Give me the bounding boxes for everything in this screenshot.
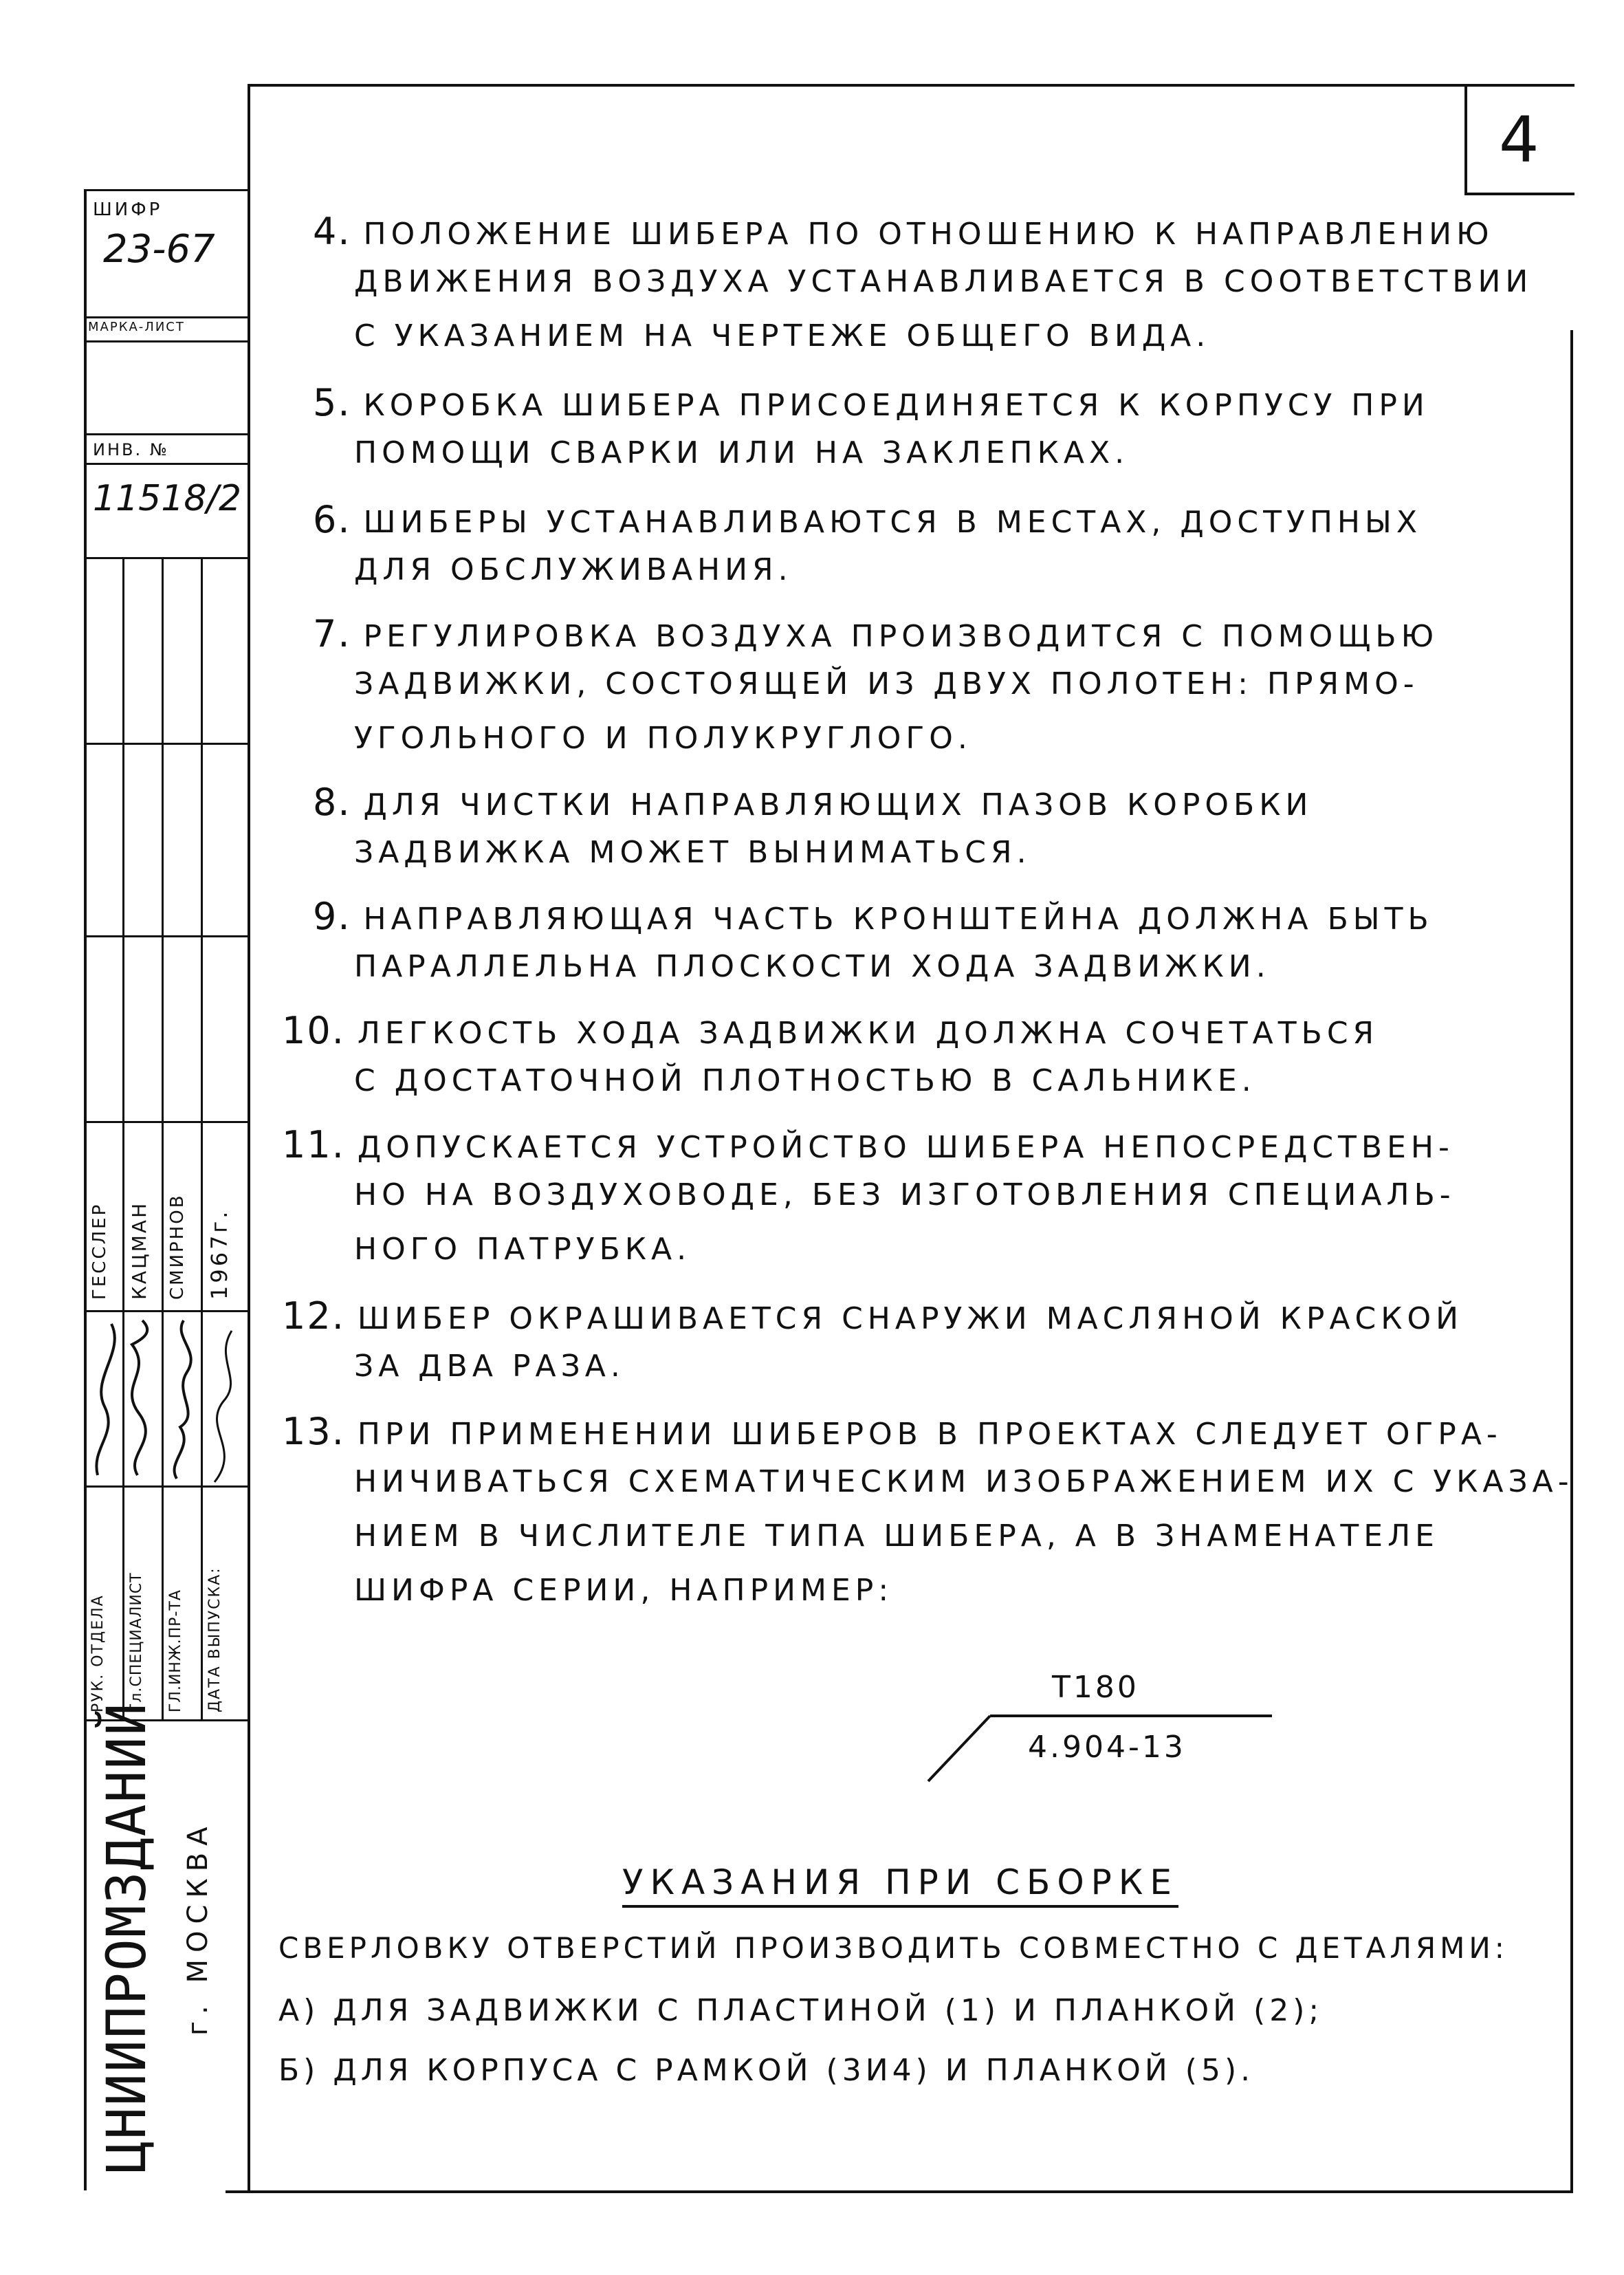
- name-smirnov: СМИРНОВ: [167, 1193, 188, 1300]
- stamp-top: [84, 189, 249, 191]
- assembly-item-b: Б) ДЛЯ КОРПУСА С РАМКОЙ (3И4) И ПЛАНКОЙ (5).: [278, 2053, 1255, 2088]
- sheet-label: МАРКА-ЛИСТ: [88, 320, 185, 334]
- note-item-10: [282, 1009, 1379, 1052]
- role-dept-head: РУК. ОТДЕЛА: [89, 1594, 107, 1712]
- note-continuation-line: УГОЛЬНОГО И ПОЛУКРУГЛОГО.: [354, 721, 972, 756]
- note-number: 7.: [313, 612, 351, 655]
- stamp-col-1: [122, 557, 124, 1719]
- page-box-left: [1464, 84, 1467, 194]
- assembly-intro: СВЕРЛОВКУ ОТВЕРСТИЙ ПРОИЗВОДИТЬ СОВМЕСТНО С ДЕТАЛЯМИ:: [278, 1931, 1508, 1965]
- formula-numerator: Т180: [1052, 1670, 1139, 1705]
- stamp-row-1: [84, 743, 249, 745]
- note-continuation-line: С ДОСТАТОЧНОЙ ПЛОТНОСТЬЮ В САЛЬНИКЕ.: [354, 1063, 1256, 1098]
- page-box-bottom: [1464, 193, 1574, 195]
- note-number: 6.: [313, 498, 351, 541]
- note-item-7: [313, 612, 1438, 655]
- note-continuation-line: НОГО ПАТРУБКА.: [354, 1232, 692, 1267]
- note-text: РЕГУЛИРОВКА ВОЗДУХА ПРОИЗВОДИТСЯ С ПОМОЩЬЮ: [363, 619, 1439, 654]
- frame-top-border: [248, 84, 1574, 87]
- stamp-line-5: [84, 557, 249, 559]
- note-text: ШИБЕРЫ УСТАНАВЛИВАЮТСЯ В МЕСТАХ, ДОСТУПНЫХ: [363, 505, 1422, 540]
- note-continuation-line: НИЧИВАТЬСЯ СХЕМАТИЧЕСКИМ ИЗОБРАЖЕНИЕМ ИХ С УКАЗА-: [354, 1464, 1574, 1499]
- note-text: ПОЛОЖЕНИЕ ШИБЕРА ПО ОТНОШЕНИЮ К НАПРАВЛЕНИЮ: [363, 217, 1494, 252]
- note-number: 5.: [313, 381, 351, 424]
- frame-left-border: [248, 84, 250, 2192]
- inv-value: 11518/2: [93, 478, 242, 519]
- note-text: КОРОБКА ШИБЕРА ПРИСОЕДИНЯЕТСЯ К КОРПУСУ ПРИ: [363, 388, 1429, 423]
- note-item-9: [313, 895, 1434, 938]
- note-number: 13.: [282, 1410, 345, 1453]
- note-continuation-line: ЗА ДВА РАЗА.: [354, 1349, 625, 1384]
- frame-right-border: [1570, 330, 1573, 2192]
- role-release-date: ДАТА ВЫПУСКА:: [206, 1567, 223, 1712]
- stamp-line-4: [84, 463, 249, 465]
- note-item-4: [313, 210, 1494, 253]
- name-gessler: ГЕССЛЕР: [89, 1202, 110, 1300]
- stamp-row-3: [84, 1121, 249, 1123]
- note-continuation-line: С УКАЗАНИЕМ НА ЧЕРТЕЖЕ ОБЩЕГО ВИДА.: [354, 318, 1211, 353]
- note-continuation-line: ЗАДВИЖКА МОЖЕТ ВЫНИМАТЬСЯ.: [354, 835, 1031, 870]
- note-continuation-line: НО НА ВОЗДУХОВОДЕ, БЕЗ ИЗГОТОВЛЕНИЯ СПЕЦИАЛЬ-: [354, 1177, 1456, 1212]
- name-katsman: КАЦМАН: [128, 1201, 151, 1300]
- note-continuation-line: ДЛЯ ОБСЛУЖИВАНИЯ.: [354, 552, 793, 587]
- note-continuation-line: ПАРАЛЛЕЛЬНА ПЛОСКОСТИ ХОДА ЗАДВИЖКИ.: [354, 949, 1271, 984]
- note-item-8: [313, 781, 1313, 824]
- note-continuation-line: ДВИЖЕНИЯ ВОЗДУХА УСТАНАВЛИВАЕТСЯ В СООТВЕТСТВИИ: [354, 264, 1533, 299]
- cipher-label: ШИФР: [93, 199, 163, 220]
- formula-denominator: 4.904-13: [1028, 1730, 1186, 1765]
- stamp-col-2: [162, 557, 164, 1719]
- note-text: ДОПУСКАЕТСЯ УСТРОЙСТВО ШИБЕРА НЕПОСРЕДСТВЕН-: [357, 1130, 1454, 1165]
- note-item-6: [313, 498, 1422, 541]
- organization-name: ЦНИИПРОМЗДАНИЙ: [96, 1701, 158, 2173]
- note-number: 9.: [313, 895, 351, 938]
- role-chief-specialist: Гл.СПЕЦИАЛИСТ: [128, 1572, 145, 1712]
- note-number: 10.: [282, 1009, 345, 1052]
- note-item-5: [313, 381, 1429, 424]
- cipher-value: 23-67: [103, 227, 215, 272]
- note-continuation-line: ЗАДВИЖКИ, СОСТОЯЩЕЙ ИЗ ДВУХ ПОЛОТЕН: ПРЯМО-: [354, 666, 1419, 701]
- stamp-line-2: [84, 340, 249, 342]
- release-year: 1967г.: [206, 1208, 232, 1300]
- stamp-row-2: [84, 935, 249, 937]
- note-text: ШИБЕР ОКРАШИВАЕТСЯ СНАРУЖИ МАСЛЯНОЙ КРАСКОЙ: [357, 1301, 1464, 1336]
- note-item-11: [282, 1123, 1454, 1166]
- stamp-line-1: [84, 316, 249, 318]
- city-name: г. МОСКВА: [182, 1820, 214, 2036]
- note-number: 12.: [282, 1294, 345, 1338]
- note-item-12: [282, 1294, 1463, 1338]
- note-number: 11.: [282, 1123, 345, 1166]
- stamp-row-5: [84, 1485, 249, 1488]
- note-continuation-line: ПОМОЩИ СВАРКИ ИЛИ НА ЗАКЛЕПКАХ.: [354, 435, 1130, 470]
- stamp-outer-left: [84, 189, 87, 2190]
- assembly-item-a: А) ДЛЯ ЗАДВИЖКИ С ПЛАСТИНОЙ (1) И ПЛАНКОЙ (2);: [278, 1993, 1324, 2028]
- stamp-col-3: [201, 557, 203, 1719]
- page-number: 4: [1499, 103, 1539, 177]
- frame-bottom-border: [226, 2190, 1573, 2193]
- signature-graphics: [84, 1310, 249, 1485]
- note-text: ДЛЯ ЧИСТКИ НАПРАВЛЯЮЩИХ ПАЗОВ КОРОБКИ: [363, 787, 1313, 823]
- note-text: НАПРАВЛЯЮЩАЯ ЧАСТЬ КРОНШТЕЙНА ДОЛЖНА БЫТЬ: [363, 902, 1434, 937]
- role-chief-engineer: ГЛ.ИНЖ.ПР-ТА: [167, 1589, 184, 1712]
- note-continuation-line: НИЕМ В ЧИСЛИТЕЛЕ ТИПА ШИБЕРА, А В ЗНАМЕНАТЕЛЕ: [354, 1519, 1439, 1554]
- note-item-13: [282, 1410, 1502, 1453]
- inv-label: ИНВ. №: [93, 440, 169, 459]
- note-continuation-line: ШИФРА СЕРИИ, НАПРИМЕР:: [354, 1573, 894, 1608]
- note-text: ПРИ ПРИМЕНЕНИИ ШИБЕРОВ В ПРОЕКТАХ СЛЕДУЕТ ОГРА-: [357, 1417, 1502, 1452]
- note-number: 4.: [313, 210, 351, 253]
- stamp-line-3: [84, 433, 249, 435]
- note-text: ЛЕГКОСТЬ ХОДА ЗАДВИЖКИ ДОЛЖНА СОЧЕТАТЬСЯ: [357, 1016, 1379, 1051]
- note-number: 8.: [313, 781, 351, 824]
- assembly-heading: УКАЗАНИЯ ПРИ СБОРКЕ: [622, 1862, 1178, 1908]
